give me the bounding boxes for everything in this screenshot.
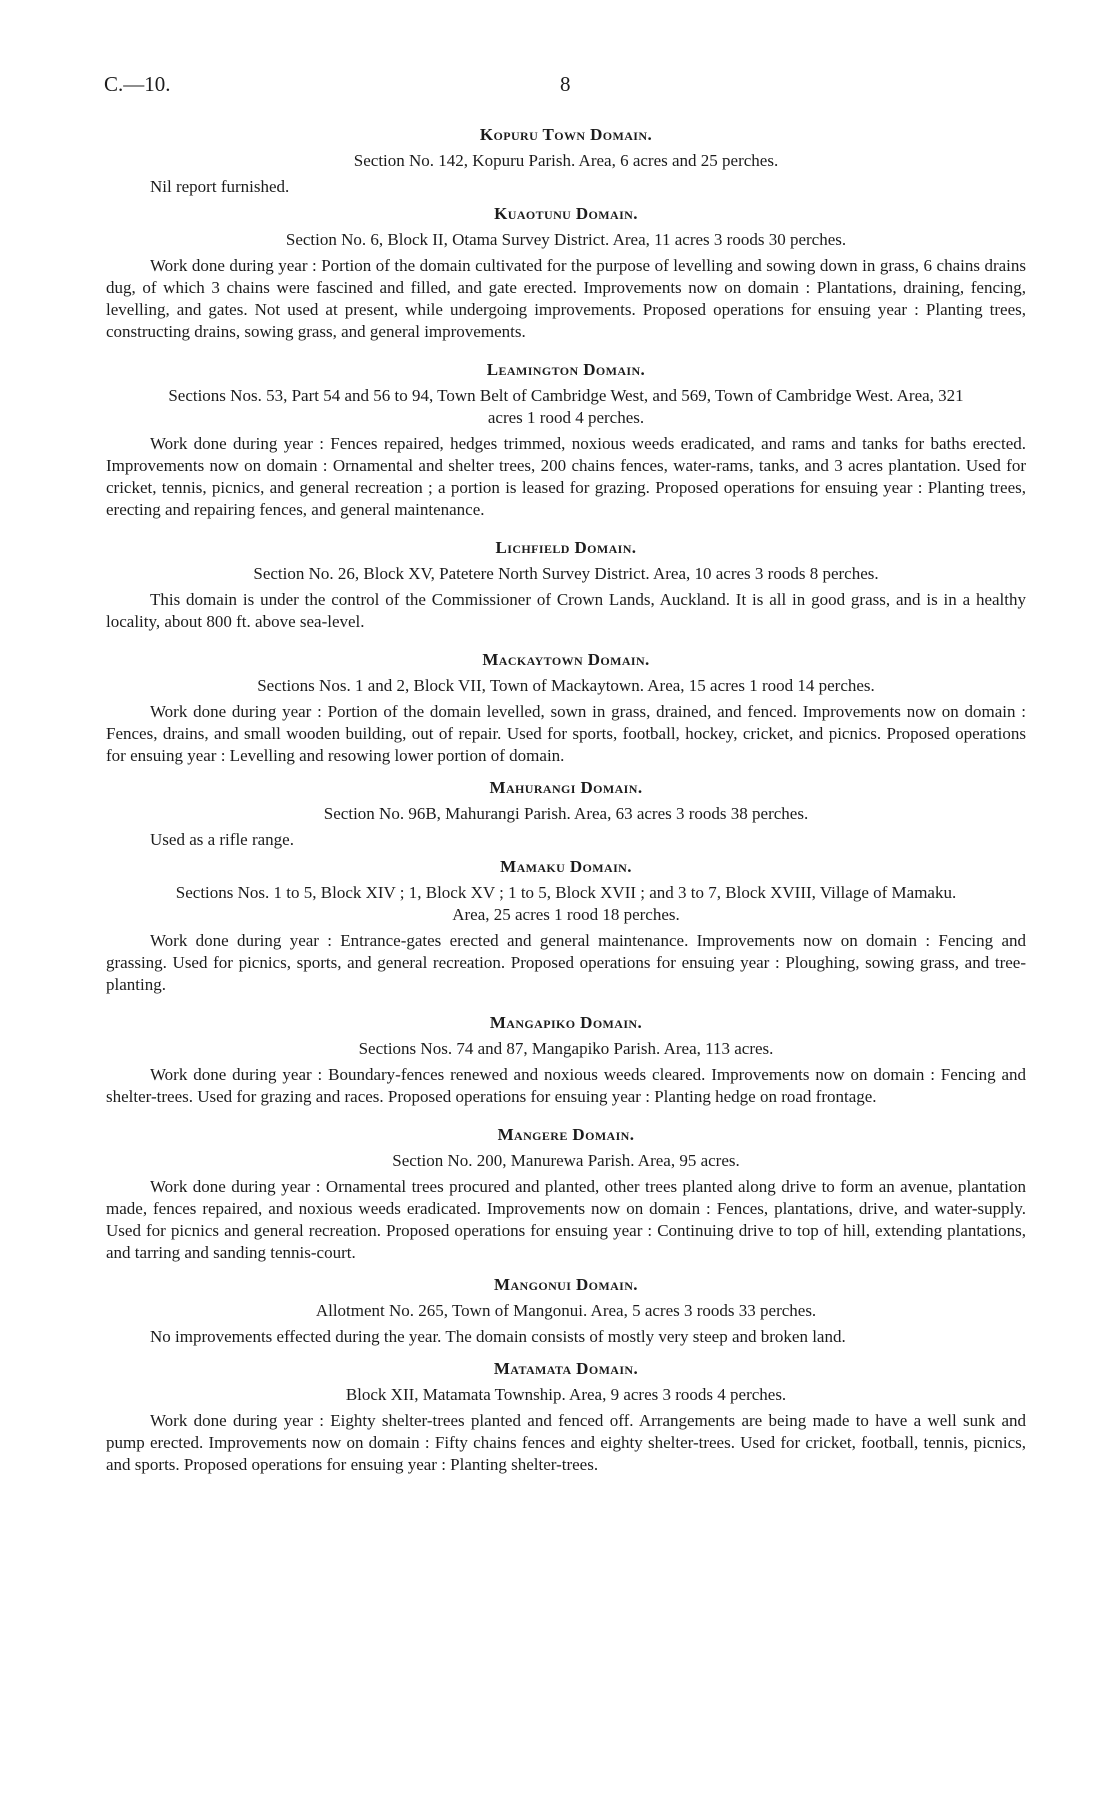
section-body: Work done during year : Boundary-fences renewed and noxious weeds cleared. Improvements now on domain : Fencing and shelter-trees. Used for grazing and races. Proposed operations for ensuing year : Planting hedge on road frontage.	[106, 1065, 1026, 1106]
section-title: Mangere Domain.	[497, 1125, 635, 1144]
section-subtitle: Section No. 26, Block XV, Patetere North Survey District. Area, 10 acres 3 roods 8 perches.	[253, 564, 879, 583]
section-mahurangi	[106, 777, 1026, 851]
section-leamington	[106, 359, 1026, 521]
section-kopuru	[106, 124, 1026, 198]
section-body: Nil report furnished.	[150, 177, 290, 196]
section-subtitle: Block XII, Matamata Township. Area, 9 acres 3 roods 4 perches.	[345, 1385, 787, 1404]
section-body: Work done during year : Fences repaired, hedges trimmed, noxious weeds eradicated, and rams and tanks for baths erected. Improvements now on domain : Ornamental and shelter trees, 200 chains fences, water-rams, tanks, and 3 acres plantation. Used for cricket, tennis, picnics, and general recreation ; a portion is leased for grazing. Proposed operations for ensuing year : Planting trees, erecting and repairing fences, and general maintenance.	[106, 434, 1026, 519]
section-title: Kuaotunu Domain.	[494, 204, 638, 223]
section-title: Mamaku Domain.	[500, 857, 632, 876]
page-number: 8	[560, 72, 571, 96]
section-subtitle: Section No. 96B, Mahurangi Parish. Area, 63 acres 3 roods 38 perches.	[323, 804, 809, 823]
section-mamaku	[106, 856, 1026, 996]
section-lichfield	[106, 537, 1026, 633]
section-subtitle: Section No. 200, Manurewa Parish. Area, 95 acres.	[392, 1151, 740, 1170]
section-title: Kopuru Town Domain.	[479, 125, 653, 144]
section-body: This domain is under the control of the Commissioner of Crown Lands, Auckland. It is all in good grass, and is in a healthy locality, about 800 ft. above sea-level.	[106, 590, 1026, 631]
section-title: Leamington Domain.	[486, 360, 646, 379]
section-kuaotunu	[106, 203, 1026, 343]
section-body: Work done during year : Portion of the domain levelled, sown in grass, drained, and fenced. Improvements now on domain : Fences, drains, and small wooden building, out of repair. Used for sports, football, hockey, cricket, and picnics. Proposed operations for ensuing year : Levelling and resowing lower portion of domain.	[106, 702, 1026, 765]
section-subtitle: Sections Nos. 1 and 2, Block VII, Town of Mackaytown. Area, 15 acres 1 rood 14 perches.	[257, 676, 875, 695]
section-subtitle: Section No. 142, Kopuru Parish. Area, 6 acres and 25 perches.	[353, 151, 779, 170]
section-mangonui	[106, 1274, 1026, 1348]
page-body	[106, 124, 1026, 1476]
section-subtitle: Sections Nos. 1 to 5, Block XIV ; 1, Block XV ; 1 to 5, Block XVII ; and 3 to 7, Block XVIII, Village of Mamaku. Area, 25 acres 1 rood 18 perches.	[175, 883, 957, 924]
section-subtitle: Section No. 6, Block II, Otama Survey District. Area, 11 acres 3 roods 30 perches.	[285, 230, 847, 249]
section-body: Work done during year : Ornamental trees procured and planted, other trees planted along drive to form an avenue, plantation made, fences repaired, and noxious weeds eradicated. Improvements now on domain : Fences, plantations, drive, and water-supply. Used for picnics and general recreation. Proposed operations for ensuing year : Continuing drive to top of hill, extending plantations, and tarring and sanding tennis-court.	[106, 1177, 1026, 1262]
section-mackaytown	[106, 649, 1026, 767]
section-subtitle: Sections Nos. 53, Part 54 and 56 to 94, Town Belt of Cambridge West, and 569, Town of Cambridge West. Area, 321 acres 1 rood 4 perches.	[168, 386, 964, 427]
section-body: Used as a rifle range.	[150, 830, 294, 849]
section-body: Work done during year : Eighty shelter-trees planted and fenced off. Arrangements are being made to have a well sunk and pump erected. Improvements now on domain : Fifty chains fences and eighty shelter-trees. Used for cricket, football, tennis, picnics, and sports. Proposed operations for ensuing year : Planting shelter-trees.	[106, 1411, 1026, 1474]
section-mangere	[106, 1124, 1026, 1264]
section-title: Mackaytown Domain.	[482, 650, 650, 669]
section-body: Work done during year : Portion of the domain cultivated for the purpose of levelling and sowing down in grass, 6 chains drains dug, of which 3 chains were fascined and filled, and gate erected. Improvements now on domain : Plantations, draining, fencing, levelling, and gates. Not used at present, while undergoing improvements. Proposed operations for ensuing year : Planting trees, constructing drains, sowing grass, and general improvements.	[106, 256, 1026, 341]
document-reference: C.—10.	[104, 72, 171, 96]
section-subtitle: Sections Nos. 74 and 87, Mangapiko Parish. Area, 113 acres.	[358, 1039, 774, 1058]
page-header	[104, 72, 1024, 100]
section-title: Matamata Domain.	[493, 1359, 639, 1378]
section-title: Mahurangi Domain.	[489, 778, 643, 797]
section-matamata	[106, 1358, 1026, 1476]
section-mangapiko	[106, 1012, 1026, 1108]
section-body: No improvements effected during the year. The domain consists of mostly very steep and broken land.	[150, 1327, 846, 1346]
section-body: Work done during year : Entrance-gates erected and general maintenance. Improvements now on domain : Fencing and grassing. Used for picnics, sports, and general recreation. Proposed operations for ensuing year : Ploughing, sowing grass, and tree-planting.	[106, 931, 1026, 994]
section-title: Mangapiko Domain.	[489, 1013, 643, 1032]
section-title: Lichfield Domain.	[495, 538, 637, 557]
section-title: Mangonui Domain.	[494, 1275, 638, 1294]
section-subtitle: Allotment No. 265, Town of Mangonui. Area, 5 acres 3 roods 33 perches.	[315, 1301, 817, 1320]
